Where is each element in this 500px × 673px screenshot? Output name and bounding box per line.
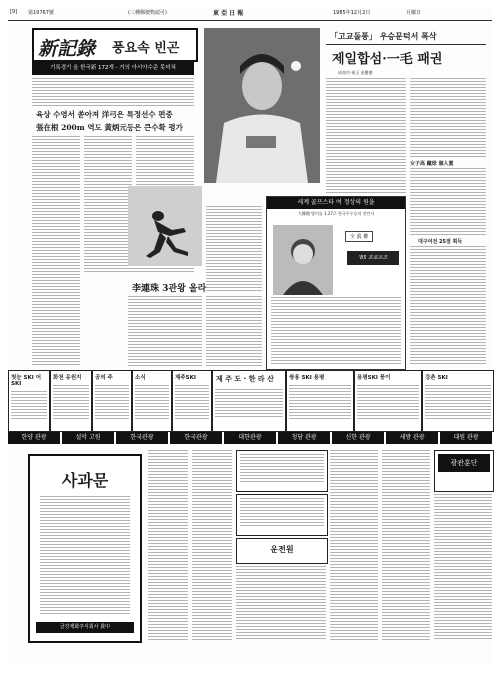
ad-gongui-title: 공의 주 [95,375,113,381]
record-body-col-2 [84,136,132,236]
band-item: 대원 관광 [440,432,492,444]
skate-headline: 李連珠 3관왕 올라 [132,284,207,294]
golf-body-col-2 [410,78,486,158]
feature-photo [273,225,333,295]
ad-jeju [212,370,286,432]
band-item: 세방 관광 [386,432,438,444]
portrait-figure [273,225,333,295]
classified-col-4 [382,450,430,640]
golf-byline: 成南市·秦玉 金慶德 [338,70,373,75]
band-item: 설악 고원 [62,432,114,444]
band-item: 신한 관광 [332,432,384,444]
ad-kangchon [422,370,494,432]
band-item: 청담 관광 [278,432,330,444]
feature-title: 세계 골프스타 여 정상의 원을 [267,197,405,209]
paper-name: 東 亞 日 報 [213,10,244,17]
page-number: [9] [10,9,18,15]
band-item: 한양 관광 [8,432,60,444]
record-headline: 풍요속 빈곤 [112,41,180,56]
ad-yongpyeong-2 [354,370,422,432]
ad-yongpyeong [286,370,354,432]
ad-sosok-title: 소식 [135,375,146,381]
feature-body [271,297,401,365]
record-deck-2: 張在根 200m 역도 黃炳元등은 큰수확 평가 [36,123,183,132]
ad-classified-top [236,450,328,492]
ad-recruit [236,538,328,564]
ad-classified-mid [236,494,328,536]
skater-figure [128,186,202,266]
newspaper-page [8,6,492,666]
ad-ski-1-title: 첫눈 SKI 어 SKI [11,375,42,387]
record-body-col-3 [136,136,194,191]
postal-category: (三種郵便物認可) [128,10,167,16]
band-item: 대한관광 [224,432,276,444]
ad-yongpyeong-title: 쌍용 SKI 용평 [289,375,325,381]
ad-sosok [132,370,172,432]
middle-body [206,296,262,366]
classified-col-2 [192,450,232,640]
ad-ski-1 [8,370,50,432]
golf-body-col-1 [326,78,406,193]
player-photo [204,28,320,183]
apology-sponsor: 금강제화주식회사 貴中 [36,622,134,633]
ad-jeju-title: 제 주 도 · 한 라 산 [216,375,274,383]
side-head-1: 女子高 蹴球 個人賞 [410,161,454,167]
ad-gongui [92,370,132,432]
feature-author: 全 眞 權 [345,231,373,242]
middle-body-top [206,206,262,291]
apology-notice [28,454,142,643]
ad-chong-title: 광관훈단 [438,454,490,472]
ad-kangchon-title: 강촌 SKI [425,375,448,381]
side-body-2 [410,246,486,366]
feature-badge: '85 프로포즈 [347,251,399,265]
record-headline-hanja: 新記錄 [38,38,96,60]
classified-col-1 [148,450,188,640]
golf-headline: 제일합섬·一毛 패권 [332,52,443,67]
side-head-2: 대구여전 25점 획득 [418,239,463,245]
skate-body [128,296,202,366]
golf-kicker: 「고교돌풍」 우승문턱서 폭삭 [330,32,437,41]
band-item: 한국관광 [116,432,168,444]
side-body-1 [410,168,486,236]
issue-number: 第19767號 [28,10,54,16]
masthead [8,6,492,21]
record-body-top [32,78,194,108]
golf-kicker-box [326,28,486,45]
ad-chong [434,450,494,492]
ad-jeju-ski-title: 제주SKI [175,375,196,381]
issue-date: 1985年12月2日 [333,10,371,16]
agency-band [8,432,492,444]
record-headline-box [32,28,198,62]
ad-jeju-ski [172,370,212,432]
player-figure [204,28,320,183]
ad-resort [50,370,92,432]
skater-photo [128,186,202,266]
feature-subtitle: 大韓閣 방어를 1.27로 한국주우승의 전인자 [297,211,375,216]
apology-body [40,496,130,616]
ad-yongpyeong-2-title: 용평SKI 풍이 [357,375,391,381]
apology-title: 사과문 [61,471,109,490]
ad-recruit-title: 운전원 [270,545,294,554]
classified-col-5 [434,494,492,640]
record-subhead: 기록경기 올 한국新 172개 - 거의 아시아수준 못미쳐 [32,62,194,75]
record-deck-1: 육상 수영서 쏟아져 洋弓은 특정선수 편중 [36,110,173,119]
ad-resort-title: 화천 유원지 [53,375,82,381]
band-item: 한국관광 [170,432,222,444]
classified-col-3 [330,450,378,640]
classified-bottom [236,566,326,640]
weekday: 月曜日 [406,10,422,16]
record-body-col-1 [32,136,80,366]
feature-box [266,196,406,370]
